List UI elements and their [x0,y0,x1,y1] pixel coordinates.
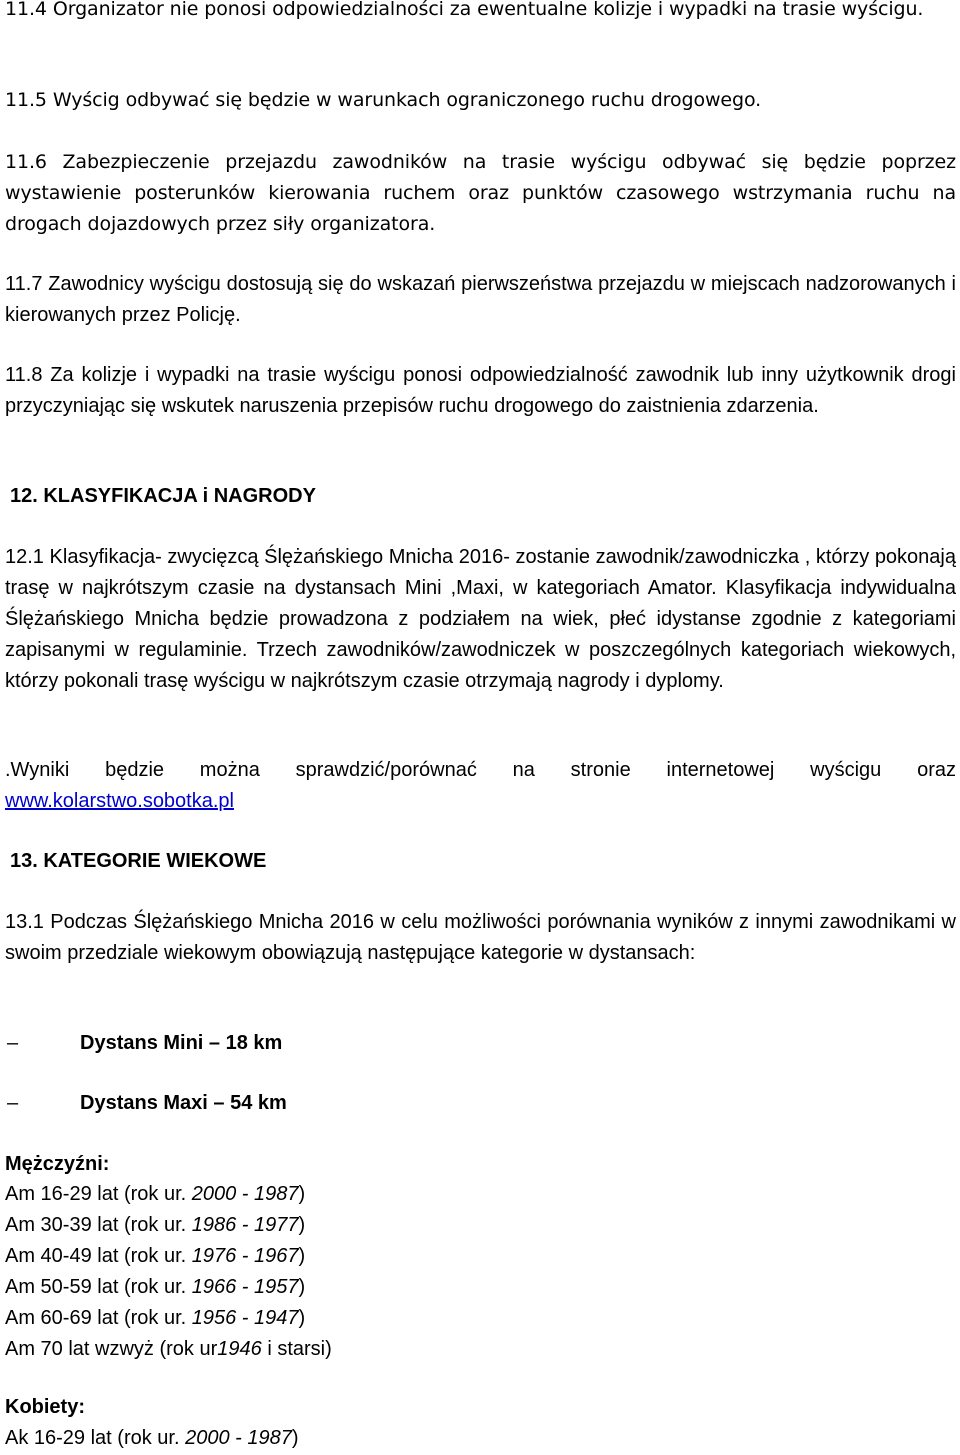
distance-item-mini [5,1028,605,1059]
category-label: Am 50-59 lat (rok ur. [5,1276,192,1298]
results-text: .Wyniki będzie można sprawdzić/porównać na stronie internetowej wyścigu oraz [5,759,956,781]
category-line [5,1334,705,1365]
category-years: 1946 [217,1338,262,1360]
dash-bullet-icon: – [7,1032,19,1054]
category-suffix: ) [298,1276,306,1298]
category-label: Am 60-69 lat (rok ur. [5,1307,192,1329]
section-12-heading: 12. KLASYFIKACJA i NAGRODY [10,485,316,507]
women-category-list [5,1423,705,1454]
category-years: 2000 - 1987 [185,1427,292,1449]
category-label: Am 40-49 lat (rok ur. [5,1245,192,1267]
women-heading: Kobiety: [5,1396,85,1418]
category-years: 1976 - 1967 [191,1245,299,1267]
category-label: Ak 16-29 lat (rok ur. [5,1427,186,1449]
distance-label: Dystans Mini – 18 km [80,1032,283,1054]
category-line [5,1241,705,1272]
distance-item-maxi [5,1088,605,1119]
category-label: Am 30-39 lat (rok ur. [5,1214,192,1236]
section-13-heading: 13. KATEGORIE WIEKOWE [10,850,267,872]
paragraph-11-4: 11.4 Organizator nie ponosi odpowiedzialności za ewentualne kolizje i wypadki na trasie wyścigu. [5,0,924,20]
category-years: 2000 - 1987 [191,1183,299,1205]
results-paragraph [5,755,956,786]
category-line [5,1272,705,1303]
category-suffix: ) [298,1214,306,1236]
paragraph-11-7: 11.7 Zawodnicy wyścigu dostosują się do wskazań pierwszeństwa przejazdu w miejscach nadzorowanych i kierowanych przez Policję. [5,273,956,326]
distance-label: Dystans Maxi – 54 km [80,1092,287,1114]
paragraph-12-1: 12.1 Klasyfikacja- zwycięzcą Ślężańskiego Mnicha 2016- zostanie zawodnik/zawodniczka , którzy pokonają trasę w najkrótszym czasie na dystansach Mini ,Maxi, w kategoriach Amator. Klasyfikacja indywidualna Ślężańskiego Mnicha będzie prowadzona z podziałem na wiek, płeć idystanse zgodnie z kategoriami zapisanymi w regulaminie. Trzech zawodników/zawodniczek w poszczególnych kategoriach wiekowych, którzy pokonali trasę wyścigu w najkrótszym czasie otrzymają nagrody i dyplomy. [5,546,956,692]
category-years: 1966 - 1957 [191,1276,299,1298]
paragraph-11-5: 11.5 Wyścig odbywać się będzie w warunkach ograniczonego ruchu drogowego. [5,89,762,111]
category-line [5,1210,705,1241]
category-label: Am 70 lat wzwyż (rok ur [5,1338,218,1360]
category-suffix: i starsi) [261,1338,332,1360]
category-years: 1986 - 1977 [191,1214,299,1236]
category-label: Am 16-29 lat (rok ur. [5,1183,192,1205]
category-suffix: ) [291,1427,299,1449]
paragraph-11-8: 11.8 Za kolizje i wypadki na trasie wyścigu ponosi odpowiedzialność zawodnik lub inny użytkownik drogi przyczyniając się wskutek naruszenia przepisów ruchu drogowego do zaistnienia zdarzenia. [5,364,956,417]
category-suffix: ) [298,1183,306,1205]
paragraph-11-6: 11.6 Zabezpieczenie przejazdu zawodników na trasie wyścigu odbywać się będzie poprzez wystawienie posterunków kierowania ruchem oraz punktów czasowego wstrzymania ruchu na drogach dojazdowych przez siły organizatora. [5,151,956,235]
category-suffix: ) [298,1307,306,1329]
category-years: 1956 - 1947 [191,1307,299,1329]
results-website-link[interactable]: www.kolarstwo.sobotka.pl [5,790,234,812]
category-suffix: ) [298,1245,306,1267]
category-line [5,1303,705,1334]
category-line [5,1423,705,1454]
paragraph-13-1: 13.1 Podczas Ślężańskiego Mnicha 2016 w celu możliwości porównania wyników z innymi zawodnikami w swoim przedziale wiekowym obowiązują następujące kategorie w dystansach: [5,911,956,964]
men-heading: Mężczyźni: [5,1153,110,1175]
men-category-list [5,1179,705,1365]
category-line [5,1179,705,1210]
dash-bullet-icon: – [7,1092,19,1114]
